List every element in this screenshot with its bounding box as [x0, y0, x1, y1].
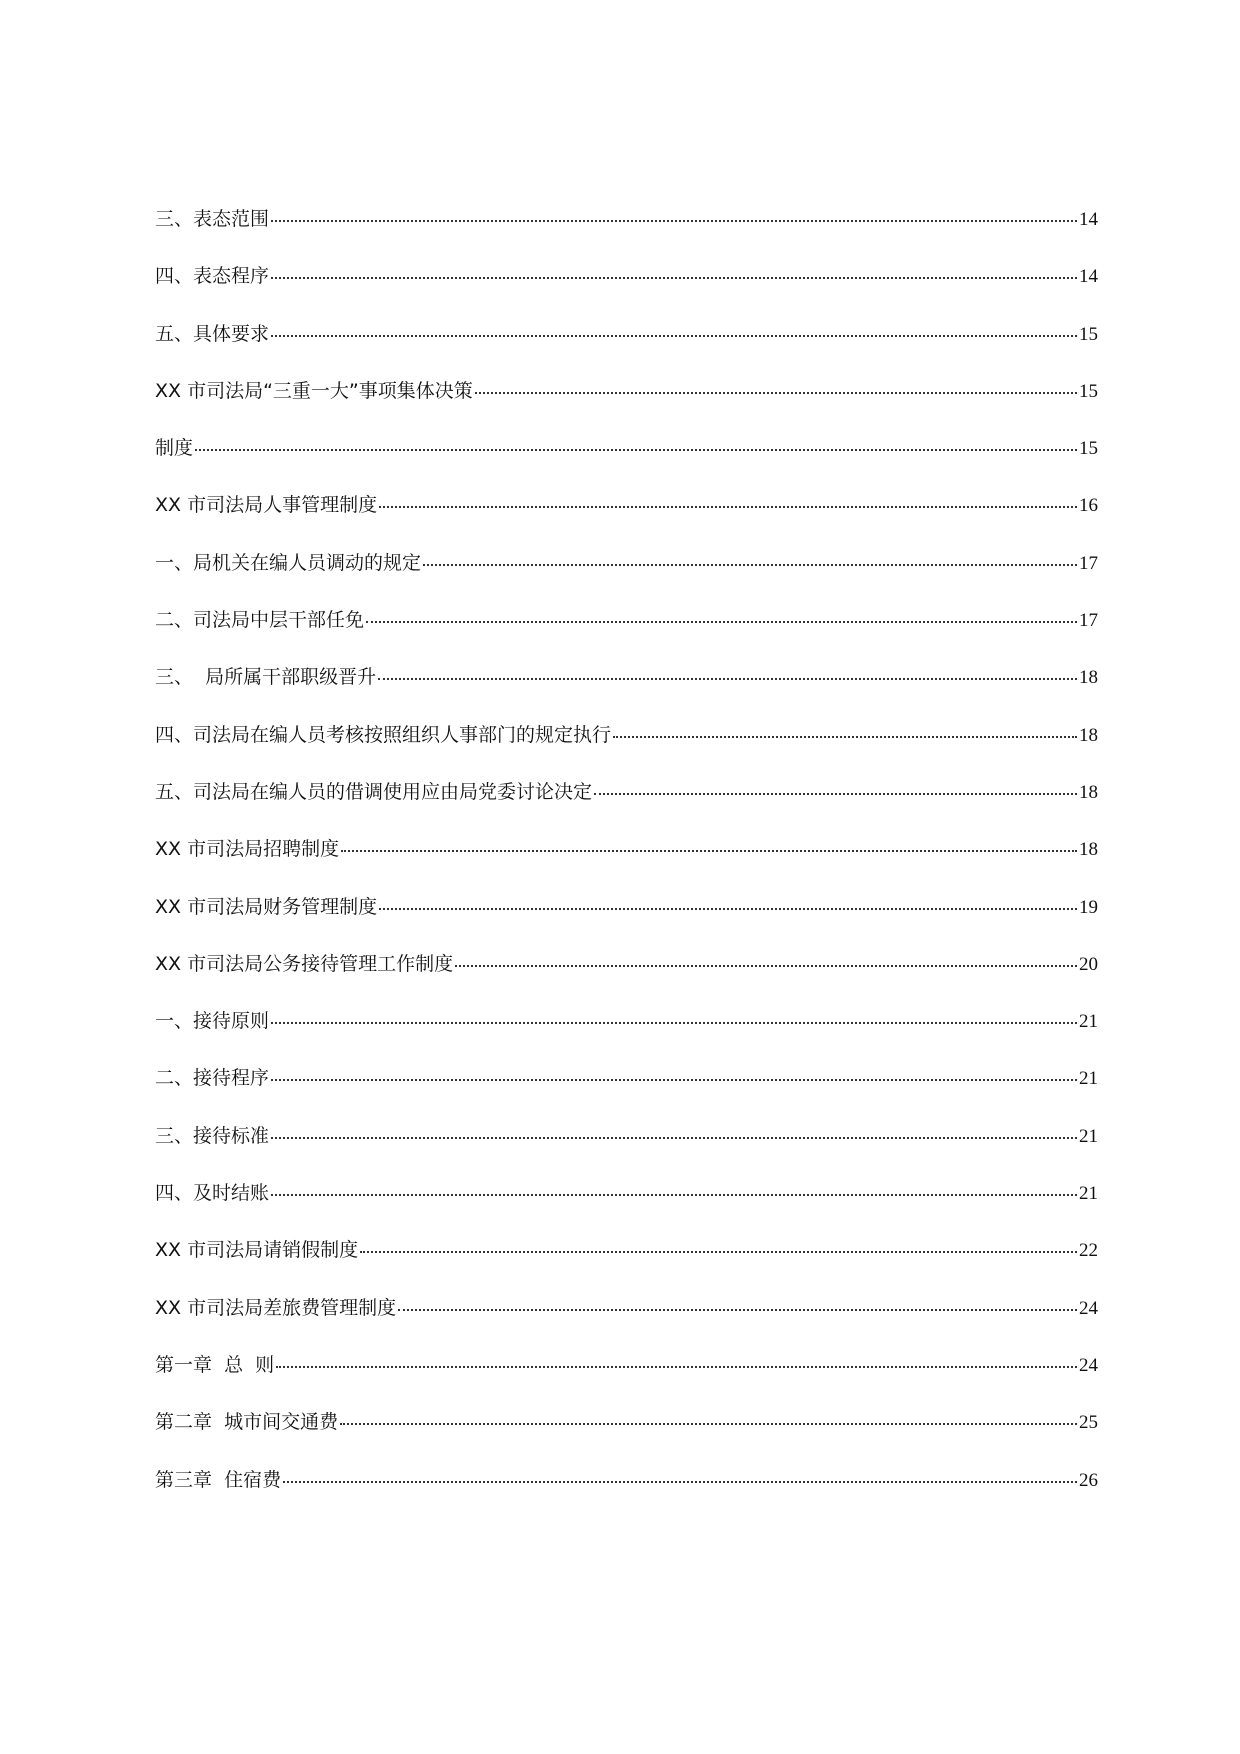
- toc-entry[interactable]: [155, 1124, 1098, 1184]
- toc-entry-page: 24: [1079, 1354, 1098, 1376]
- toc-entry-page: 14: [1079, 266, 1098, 288]
- toc-entry-title: 五、具体要求: [155, 322, 270, 345]
- toc-entry-page: 21: [1079, 1125, 1098, 1147]
- toc-entry-title: 第二章 城市间交通费: [155, 1411, 339, 1434]
- toc-entry-title: 三、接待标准: [155, 1124, 270, 1147]
- toc-entry[interactable]: [155, 723, 1098, 783]
- toc-entry-title: XX 市司法局招聘制度: [155, 838, 340, 861]
- toc-entry-title: 制度: [155, 437, 194, 460]
- toc-entry-title: 三、表态范围: [155, 208, 270, 230]
- toc-entry-page: 21: [1079, 1068, 1098, 1090]
- toc-dot-leader: [378, 678, 1077, 680]
- toc-entry[interactable]: [155, 1241, 1098, 1298]
- toc-entry-page: 18: [1079, 724, 1098, 746]
- toc-entry-title: XX 市司法局财务管理制度: [155, 895, 378, 918]
- toc-entry[interactable]: [155, 322, 1098, 382]
- toc-entry[interactable]: [155, 1012, 1098, 1069]
- toc-entry-title: XX 市司法局差旅费管理制度: [155, 1296, 397, 1319]
- toc-entry[interactable]: [155, 551, 1098, 611]
- toc-entry-page: 14: [1079, 209, 1098, 230]
- toc-dot-leader: [271, 220, 1077, 222]
- toc-dot-leader: [276, 1366, 1077, 1368]
- toc-entry[interactable]: [155, 895, 1098, 955]
- toc-dot-leader: [423, 564, 1077, 566]
- toc-dot-leader: [271, 277, 1077, 279]
- toc-entry-page: 17: [1079, 610, 1098, 632]
- toc-entry[interactable]: [155, 379, 1098, 439]
- toc-entry-page: 20: [1079, 953, 1098, 975]
- toc-dot-leader: [360, 1251, 1077, 1253]
- toc-dot-leader: [613, 736, 1077, 738]
- toc-entry[interactable]: [155, 1468, 1098, 1528]
- toc-entry-page: 26: [1079, 1469, 1098, 1491]
- toc-entry-page: 21: [1079, 1011, 1098, 1033]
- toc-entry[interactable]: [155, 1413, 1098, 1470]
- toc-entry[interactable]: [155, 267, 1098, 324]
- toc-dot-leader: [455, 965, 1077, 967]
- toc-entry-title: 二、接待程序: [155, 1067, 270, 1090]
- toc-entry[interactable]: [155, 611, 1098, 668]
- toc-dot-leader: [271, 1022, 1077, 1024]
- toc-entry-title: XX 市司法局公务接待管理工作制度: [155, 952, 454, 975]
- toc-entry[interactable]: [155, 496, 1098, 553]
- toc-entry-title: 第三章 住宿费: [155, 1468, 282, 1491]
- toc-entry-title: 四、司法局在编人员考核按照组织人事部门的规定执行: [155, 723, 612, 746]
- toc-dot-leader: [271, 1079, 1077, 1081]
- toc-entry-title: 三、 局所属干部职级晋升: [155, 666, 377, 689]
- toc-dot-leader: [594, 793, 1077, 795]
- toc-entry-page: 17: [1079, 552, 1098, 574]
- table-of-contents: [155, 210, 1098, 1528]
- toc-entry[interactable]: [155, 439, 1098, 496]
- toc-entry-page: 19: [1079, 896, 1098, 918]
- toc-dot-leader: [475, 392, 1077, 394]
- toc-entry[interactable]: [155, 1069, 1098, 1126]
- toc-entry[interactable]: [155, 1184, 1098, 1241]
- toc-dot-leader: [379, 908, 1077, 910]
- toc-entry-page: 25: [1079, 1412, 1098, 1434]
- toc-entry-title: 第一章 总 则: [155, 1353, 275, 1376]
- toc-entry[interactable]: [155, 840, 1098, 897]
- toc-entry-title: XX 市司法局“三重一大”事项集体决策: [155, 379, 473, 402]
- toc-entry-title: 一、接待原则: [155, 1010, 270, 1033]
- toc-entry[interactable]: [155, 952, 1098, 1012]
- toc-entry[interactable]: [155, 780, 1098, 840]
- toc-dot-leader: [341, 850, 1077, 852]
- toc-entry-title: 一、局机关在编人员调动的规定: [155, 551, 422, 574]
- toc-dot-leader: [379, 506, 1077, 508]
- toc-dot-leader: [340, 1423, 1077, 1425]
- toc-entry-page: 18: [1079, 667, 1098, 689]
- toc-entry-page: 21: [1079, 1183, 1098, 1205]
- toc-dot-leader: [366, 621, 1077, 623]
- toc-entry-title: 四、及时结账: [155, 1182, 270, 1205]
- toc-entry-title: 四、表态程序: [155, 265, 270, 288]
- toc-entry[interactable]: [155, 668, 1098, 725]
- toc-dot-leader: [398, 1309, 1077, 1311]
- toc-entry-page: 18: [1079, 781, 1098, 803]
- toc-dot-leader: [283, 1481, 1077, 1483]
- toc-entry-page: 15: [1079, 323, 1098, 345]
- toc-entry-page: 18: [1079, 839, 1098, 861]
- toc-entry-page: 15: [1079, 380, 1098, 402]
- toc-dot-leader: [271, 1137, 1077, 1139]
- toc-entry-title: XX 市司法局请销假制度: [155, 1239, 359, 1262]
- toc-dot-leader: [195, 449, 1077, 451]
- toc-entry[interactable]: [155, 1296, 1098, 1356]
- toc-entry-page: 24: [1079, 1297, 1098, 1319]
- toc-entry-title: 五、司法局在编人员的借调使用应由局党委讨论决定: [155, 780, 593, 803]
- toc-entry-title: XX 市司法局人事管理制度: [155, 494, 378, 517]
- toc-entry-page: 16: [1079, 495, 1098, 517]
- toc-dot-leader: [271, 1194, 1077, 1196]
- toc-entry[interactable]: [155, 1353, 1098, 1413]
- toc-entry-page: 22: [1079, 1240, 1098, 1262]
- toc-entry-title: 二、司法局中层干部任免: [155, 609, 365, 632]
- toc-dot-leader: [271, 335, 1077, 337]
- toc-entry-page: 15: [1079, 438, 1098, 460]
- toc-entry[interactable]: [155, 210, 1098, 267]
